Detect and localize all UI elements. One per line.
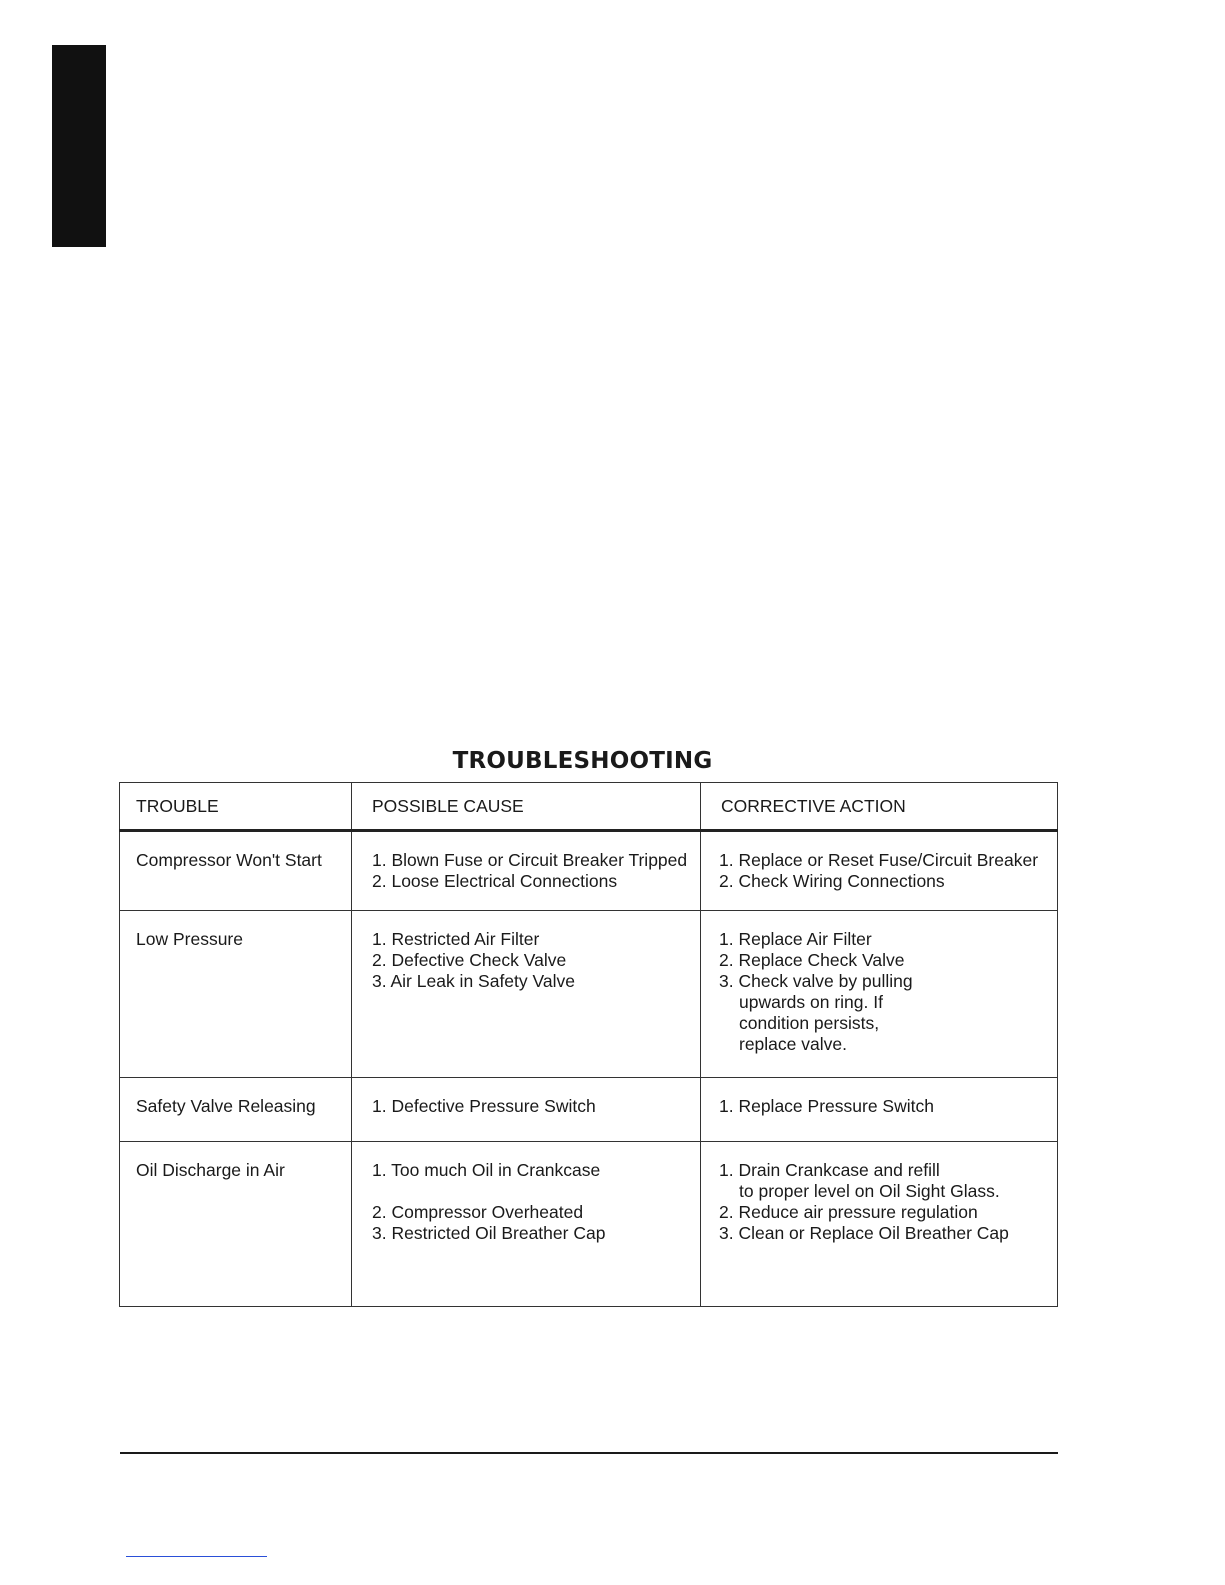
cause-line: 2. Defective Check Valve <box>372 950 567 970</box>
cause-line: 1. Restricted Air Filter <box>372 929 540 949</box>
action-line: upwards on ring. If <box>739 992 883 1012</box>
action-cell <box>701 1078 1058 1142</box>
action-line: 2. Reduce air pressure regulation <box>719 1202 978 1222</box>
column-header-possible-cause: POSSIBLE CAUSE <box>352 783 701 831</box>
table-row <box>120 911 1058 1078</box>
action-line: replace valve. <box>739 1034 847 1054</box>
trouble-cell: Low Pressure <box>120 911 352 1078</box>
action-line: 1. Replace Pressure Switch <box>719 1096 934 1116</box>
action-line: 2. Check Wiring Connections <box>719 871 945 891</box>
cause-line: 2. Compressor Overheated <box>372 1202 584 1222</box>
column-header-trouble: TROUBLE <box>120 783 352 831</box>
table-header-row <box>120 783 1058 831</box>
cause-cell <box>352 911 701 1078</box>
footer-link-underline[interactable] <box>126 1556 267 1557</box>
column-header-corrective-action: CORRECTIVE ACTION <box>701 783 1058 831</box>
trouble-cell: Safety Valve Releasing <box>120 1078 352 1142</box>
troubleshooting-table <box>119 782 1058 1307</box>
action-cell <box>701 831 1058 911</box>
table-body <box>120 831 1058 1307</box>
action-line: 1. Replace or Reset Fuse/Circuit Breaker <box>719 850 1039 870</box>
cause-cell <box>352 831 701 911</box>
cause-line: 3. Restricted Oil Breather Cap <box>372 1223 606 1243</box>
footer-rule <box>120 1452 1058 1454</box>
action-line: 1. Drain Crankcase and refill <box>719 1160 940 1180</box>
table-row <box>120 1142 1058 1307</box>
table-row <box>120 831 1058 911</box>
page-title: TROUBLESHOOTING <box>452 748 713 774</box>
trouble-cell: Compressor Won't Start <box>120 831 352 911</box>
cause-line: 1. Defective Pressure Switch <box>372 1096 596 1116</box>
action-line: to proper level on Oil Sight Glass. <box>739 1181 1000 1201</box>
cause-line: 3. Air Leak in Safety Valve <box>372 971 575 991</box>
cause-cell <box>352 1142 701 1307</box>
side-tab-marker <box>52 45 106 247</box>
action-line: condition persists, <box>739 1013 880 1033</box>
action-line: 3. Check valve by pulling <box>719 971 913 991</box>
action-line: 1. Replace Air Filter <box>719 929 872 949</box>
action-cell <box>701 1142 1058 1307</box>
cause-line: 1. Blown Fuse or Circuit Breaker Tripped <box>372 850 688 870</box>
cause-cell <box>352 1078 701 1142</box>
table-row <box>120 1078 1058 1142</box>
action-line: 2. Replace Check Valve <box>719 950 905 970</box>
action-cell <box>701 911 1058 1078</box>
trouble-cell: Oil Discharge in Air <box>120 1142 352 1307</box>
action-line: 3. Clean or Replace Oil Breather Cap <box>719 1223 1009 1243</box>
cause-line: 1. Too much Oil in Crankcase <box>372 1160 601 1180</box>
cause-line: 2. Loose Electrical Connections <box>372 871 618 891</box>
